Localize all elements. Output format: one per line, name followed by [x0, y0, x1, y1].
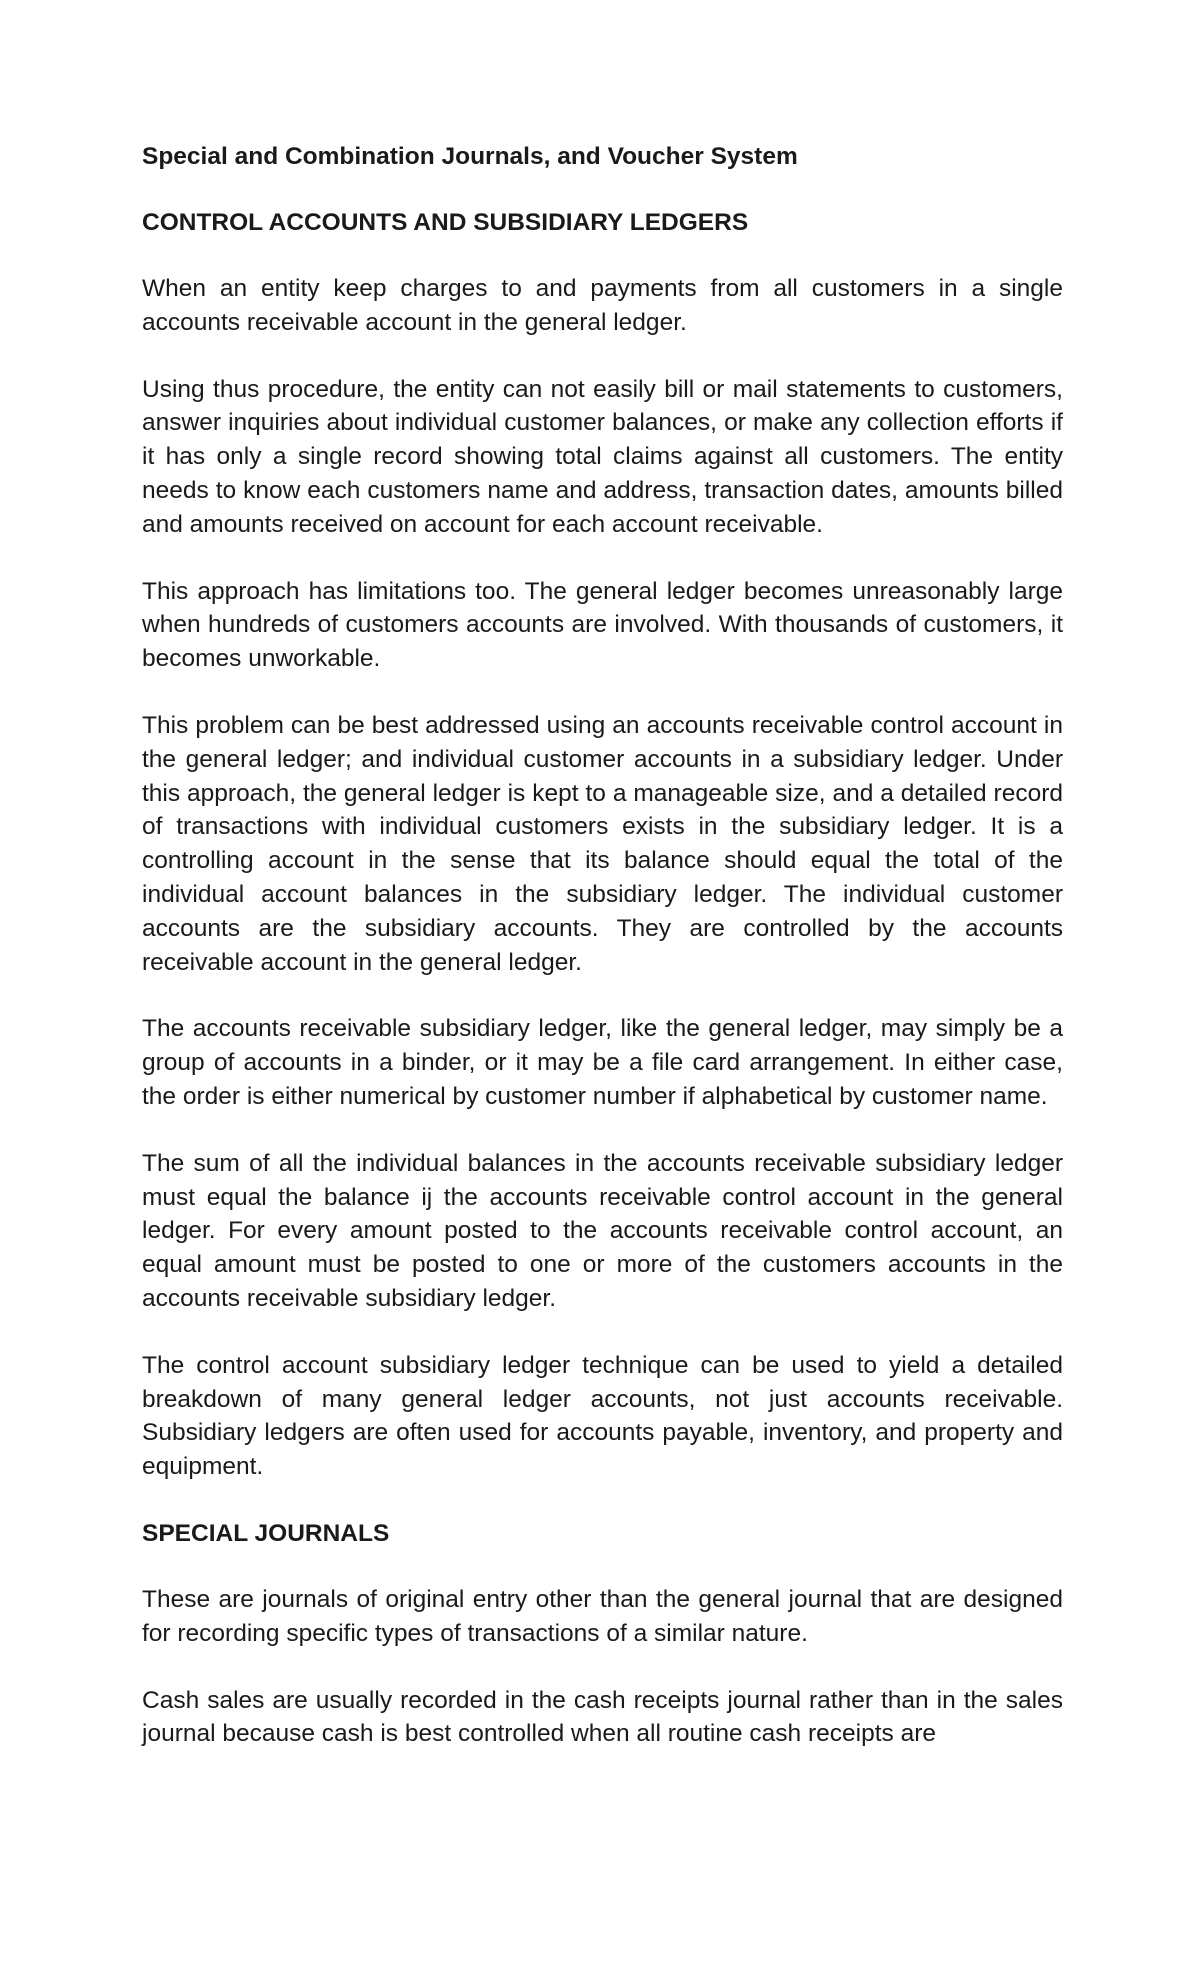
document-page: [142, 140, 1063, 1784]
paragraph: The sum of all the individual balances in the accounts receivable subsidiary ledger must equal the balance ij the accounts receivable control account in the general ledger. For every amount posted to the accounts receivable control account, an equal amount must be posted to one or more of the customers accounts in the accounts receivable subsidiary ledger.: [142, 1149, 1063, 1312]
paragraph: When an entity keep charges to and payments from all customers in a single accounts receivable account in the general ledger.: [142, 275, 1063, 336]
document-title: Special and Combination Journals, and Voucher System: [142, 143, 798, 170]
paragraph: This problem can be best addressed using an accounts receivable control account in the general ledger; and individual customer accounts in a subsidiary ledger. Under this approach, the general ledger is kept to a manageable size, and a detailed record of transactions with individual customers exists in the subsidiary ledger. It is a controlling account in the sense that its balance should equal the total of the individual account balances in the subsidiary ledger. The individual customer accounts are the subsidiary accounts. They are controlled by the accounts receivable account in the general ledger.: [142, 711, 1063, 976]
section-heading-special-journals: SPECIAL JOURNALS: [142, 1519, 390, 1547]
paragraph: The accounts receivable subsidiary ledger, like the general ledger, may simply be a group of accounts in a binder, or it may be a file card arrangement. In either case, the order is either numerical by customer number if alphabetical by customer name.: [142, 1015, 1063, 1110]
paragraph: This approach has limitations too. The general ledger becomes unreasonably large when hundreds of customers accounts are involved. With thousands of customers, it becomes unworkable.: [142, 577, 1063, 673]
paragraph: These are journals of original entry other than the general journal that are designed for recording specific types of transactions of a similar nature.: [142, 1585, 1063, 1647]
paragraph: Using thus procedure, the entity can not easily bill or mail statements to customers, answer inquiries about individual customer balances, or make any collection efforts if it has only a single record showing total claims against all customers. The entity needs to know each customers name and address, transaction dates, amounts billed and amounts received on account for each account receivable.: [142, 375, 1063, 538]
paragraph: The control account subsidiary ledger technique can be used to yield a detailed breakdown of many general ledger accounts, not just accounts receivable. Subsidiary ledgers are often used for accounts payable, inventory, and property and equipment.: [142, 1351, 1063, 1481]
section-heading-control-accounts: CONTROL ACCOUNTS AND SUBSIDIARY LEDGERS: [142, 209, 749, 236]
paragraph: Cash sales are usually recorded in the cash receipts journal rather than in the sales journal because cash is best controlled when all routine cash receipts are: [142, 1686, 1063, 1748]
